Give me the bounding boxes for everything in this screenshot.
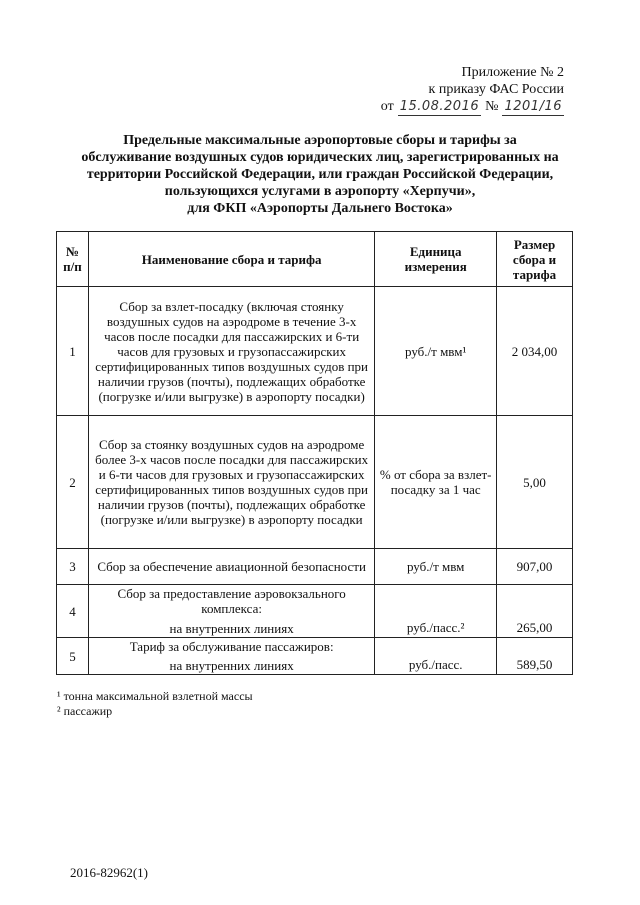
row-unit: % от сбора за взлет-посадку за 1 час	[375, 416, 497, 549]
row-name: Сбор за стоянку воздушных судов на аэродроме более 3-х часов после посадки для пассажирских и 6-ти часов для грузовых и грузопассажирских сертифицированных типов воздушных судов при наличии грузов (почты), подлежащих обработке (погрузке и/или выгрузке) в аэропорту посадки	[88, 416, 374, 549]
document-number: 2016-82962(1)	[70, 865, 148, 880]
header-name: Наименование сбора и тарифа	[88, 232, 374, 287]
handwritten-date: 15.08.2016	[399, 99, 480, 114]
header-num: № п/п	[57, 232, 89, 287]
footnote-1: ¹ тонна максимальной взлетной массы	[57, 689, 253, 703]
row-name: Сбор за обеспечение авиационной безопасности	[88, 549, 374, 585]
row-name-sub: на внутренних линиях	[169, 621, 294, 636]
row-name	[88, 585, 374, 638]
table-row	[57, 638, 573, 675]
row-value: 589,50	[497, 638, 573, 675]
row-num: 2	[57, 416, 89, 549]
number-prefix: №	[485, 99, 499, 114]
appendix-number: Приложение № 2	[461, 65, 564, 80]
table-row	[57, 549, 573, 585]
row-name-main: Тариф за обслуживание пассажиров:	[129, 639, 334, 654]
appendix-date-line	[381, 98, 564, 116]
table-row	[57, 585, 573, 638]
row-name: Сбор за взлет-посадку (включая стоянку воздушных судов на аэродроме в течение 3-х часов после посадки для пассажирских и 6-ти часов для грузовых и грузопассажирских сертифицированных типов воздушных судов при наличии грузов (почты), подлежащих обработке (погрузке и/или выгрузке) в аэропорту посадки)	[88, 287, 374, 416]
row-num: 1	[57, 287, 89, 416]
table-row	[57, 287, 573, 416]
header-value: Размер сбора и тарифа	[497, 232, 573, 287]
header-unit: Единица измерения	[375, 232, 497, 287]
row-unit: руб./пасс.²	[375, 585, 497, 638]
row-num: 5	[57, 638, 89, 675]
table-row	[57, 416, 573, 549]
title-line-5: для ФКП «Аэропорты Дальнего Востока»	[187, 201, 453, 216]
table-header-row	[57, 232, 573, 287]
row-name-main: Сбор за предоставление аэровокзального комплекса:	[117, 586, 346, 616]
footnotes	[57, 689, 253, 719]
title-line-2: обслуживание воздушных судов юридических лиц, зарегистрированных на	[81, 150, 559, 165]
date-prefix: от	[380, 99, 394, 114]
row-value: 5,00	[497, 416, 573, 549]
row-unit: руб./т мвм¹	[375, 287, 497, 416]
row-unit: руб./т мвм	[375, 549, 497, 585]
appendix-order-ref: к приказу ФАС России	[428, 82, 564, 97]
footnote-2: ² пассажир	[57, 704, 113, 718]
row-name-sub: на внутренних линиях	[169, 658, 294, 673]
row-value: 2 034,00	[497, 287, 573, 416]
row-value: 265,00	[497, 585, 573, 638]
handwritten-order-number: 1201/16	[504, 99, 562, 114]
document-title	[40, 132, 600, 217]
row-unit: руб./пасс.	[375, 638, 497, 675]
title-line-3: территории Российской Федерации, или граждан Российской Федерации,	[86, 167, 554, 182]
appendix-block	[381, 64, 564, 116]
title-line-1: Предельные максимальные аэропортовые сборы и тарифы за	[123, 133, 517, 148]
tariffs-table	[56, 231, 573, 675]
row-num: 4	[57, 585, 89, 638]
row-value: 907,00	[497, 549, 573, 585]
title-line-4: пользующихся услугами в аэропорту «Херпучи»,	[164, 184, 476, 199]
row-name	[88, 638, 374, 675]
row-num: 3	[57, 549, 89, 585]
